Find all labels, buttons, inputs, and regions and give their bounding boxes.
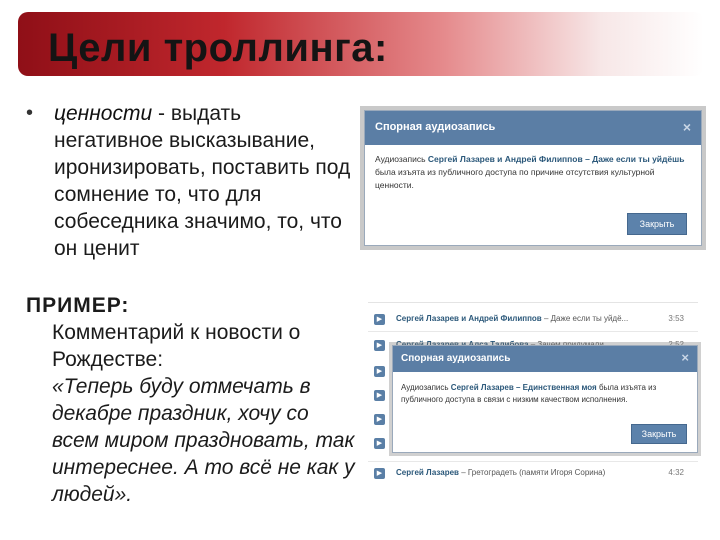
audio-link[interactable]: Сергей Лазарев и Андрей Филиппов – Даже если ты уйдёшь [427,154,685,164]
row-divider [368,461,698,462]
slide-title: Цели троллинга: [48,26,388,70]
close-button[interactable]: Закрыть [627,213,687,235]
audio-link[interactable]: Сергей Лазарев – Единственная моя [450,383,597,392]
disputed-audio-dialog [392,345,698,453]
play-icon[interactable]: ▶ [374,340,385,351]
dialog-header [393,346,697,372]
disputed-audio-dialog [364,110,702,246]
play-icon[interactable]: ▶ [374,366,385,377]
play-icon[interactable]: ▶ [374,314,385,325]
dialog-message [393,372,697,416]
track-name: – Гретоградеть (памяти Игоря Сорина) [458,468,606,477]
dialog-title: Спорная аудиозапись [375,121,496,133]
play-icon[interactable]: ▶ [374,414,385,425]
bullet-text [26,100,356,262]
bullet-term: ценности [54,102,153,125]
bullet-point [26,100,356,262]
example-intro: Комментарий к новости о Рождестве: [52,321,301,371]
play-icon[interactable]: ▶ [374,390,385,401]
dialog-message [365,145,701,200]
track-title [396,468,661,477]
close-button[interactable]: Закрыть [631,424,687,444]
play-icon[interactable]: ▶ [374,438,385,449]
message-prefix: Аудиозапись [375,154,428,164]
play-icon[interactable]: ▶ [374,468,385,479]
track-artist[interactable]: Сергей Лазарев и Андрей Филиппов [396,314,542,323]
track-artist[interactable]: Сергей Лазарев [396,468,459,477]
screenshot-playlist [368,302,698,492]
track-row[interactable] [368,311,698,327]
example-section [26,292,356,508]
message-rest: была изъята из публичного доступа по причине отсутствия культурной ценности. [375,167,655,190]
track-name: – Даже если ты уйдё... [541,314,629,323]
message-prefix: Аудиозапись [401,383,451,392]
example-heading: ПРИМЕР: [26,294,130,317]
close-icon[interactable]: × [681,350,689,365]
bullet-description: - выдать негативное высказывание, иронизировать, поставить под сомнение то, что для собеседника значимо, то, что он ценит [54,102,351,260]
track-title [396,314,661,323]
dialog-title: Спорная аудиозапись [401,353,511,364]
dialog-header [365,111,701,145]
track-duration: 4:32 [668,468,684,477]
example-quote: «Теперь буду отмечать в декабре праздник, хочу со всем миром праздновать, так интереснее. А то всё не как у людей». [52,375,355,506]
close-icon[interactable]: × [682,119,691,135]
bullet-marker: • [26,102,34,124]
track-duration: 3:53 [668,314,684,323]
title-bar [18,12,704,76]
row-divider [368,331,698,332]
track-row[interactable] [368,465,698,481]
screenshot-dialog-1 [360,106,706,250]
message-rest: была изъята из публичного доступа в связи с низким качеством исполнения. [401,383,657,404]
